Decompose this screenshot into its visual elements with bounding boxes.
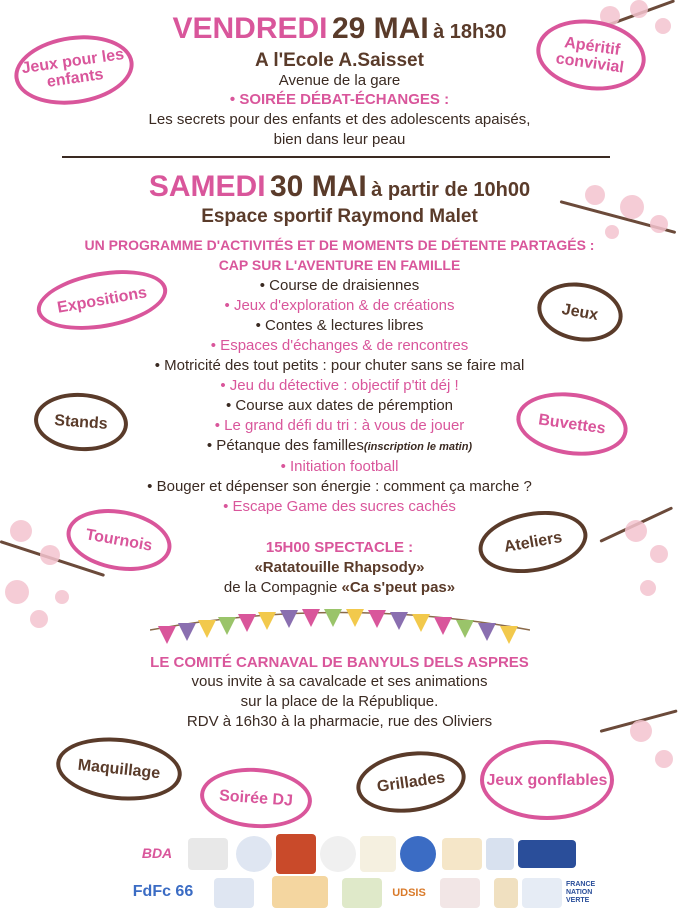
- show-company-line: [0, 578, 679, 598]
- friday-day: VENDREDI: [172, 12, 328, 45]
- activity-item: • Motricité des tout petits : pour chuter sans se faire mal: [154, 357, 525, 374]
- logo-blue-round: [400, 836, 436, 872]
- bubble-buvettes: Buvettes: [512, 386, 632, 463]
- bubble-grillades: Grillades: [352, 745, 469, 820]
- logo-amis-aspres: [442, 838, 482, 870]
- bubble-ateliers: Ateliers: [474, 503, 593, 581]
- bubble-soiree-dj: Soirée DJ: [198, 764, 314, 832]
- logo-dragonfly: [360, 836, 396, 872]
- saturday-time: à partir de 10h00: [371, 179, 531, 201]
- activity-item: • Jeu du détective : objectif p'tit déj !: [220, 377, 459, 394]
- logo-udsis: UDSIS: [392, 887, 426, 899]
- logo-ligue-enseignement: [518, 840, 576, 868]
- activity-item: • Jeux d'exploration & de créations: [224, 297, 455, 314]
- friday-debate-line1: Les secrets pour des enfants et des adolescents apaisés,: [148, 111, 531, 128]
- activity-item: • Espaces d'échanges & de rencontres: [210, 337, 469, 354]
- friday-date: 29 MAI: [331, 12, 429, 45]
- activity-item: • Bouger et dépenser son énergie : comment ça marche ?: [147, 478, 532, 495]
- carnival-line2: sur la place de la République.: [240, 693, 439, 710]
- logo-red: [276, 834, 316, 874]
- logo-fdfc: FdFc 66: [132, 883, 194, 900]
- friday-venue: A l'Ecole A.Saisset: [255, 50, 424, 71]
- activity-item: • Pétanque des familles: [206, 437, 364, 454]
- bubble-jeux-gonflables: Jeux gonflables: [480, 740, 614, 820]
- logo-green: [342, 878, 382, 908]
- friday-time: à 18h30: [433, 21, 507, 43]
- show-company: «Ca s'peut pas»: [341, 579, 456, 596]
- carnival-title: LE COMITÉ CARNAVAL DE BANYULS DELS ASPRES: [150, 654, 529, 671]
- activity-item: • Escape Game des sucres cachés: [223, 498, 456, 515]
- section-divider: [62, 156, 610, 158]
- carnival-line1: vous invite à sa cavalcade et ses animations: [191, 673, 488, 690]
- friday-address: Avenue de la gare: [278, 72, 401, 89]
- bubble-expositions: Expositions: [32, 261, 172, 339]
- logo-judo: [214, 878, 254, 908]
- petanque-note: (inscription le matin): [363, 441, 473, 453]
- activity-item: • Course aux dates de péremption: [225, 397, 454, 414]
- logo-colorful: [272, 876, 328, 908]
- logo-hearts: [440, 878, 480, 908]
- program-line2: CAP SUR L'AVENTURE EN FAMILLE: [218, 257, 461, 273]
- saturday-date: 30 MAI: [270, 170, 367, 203]
- logo-circle-blue: [236, 836, 272, 872]
- bubble-jeux: Jeux: [533, 276, 628, 348]
- logo-prefet: [522, 878, 562, 908]
- bubble-maquillage: Maquillage: [53, 732, 185, 807]
- activity-item: • Course de draisiennes: [259, 277, 420, 294]
- logo-tree: [320, 836, 356, 872]
- saturday-day: SAMEDI: [148, 170, 266, 203]
- friday-debate-line2: bien dans leur peau: [273, 131, 406, 148]
- logo-spiral: [494, 878, 518, 908]
- carnival-line3: RDV à 16h30 à la pharmacie, rue des Oliviers: [186, 713, 493, 730]
- logo-france-nation-verte: FRANCE NATION VERTE: [566, 881, 596, 904]
- activity-item: • Contes & lectures libres: [255, 317, 424, 334]
- logo-bda: BDA: [141, 845, 173, 861]
- bubble-tournois: Tournois: [62, 501, 177, 578]
- saturday-venue: Espace sportif Raymond Malet: [201, 206, 478, 227]
- logo-small-blue: [486, 838, 514, 870]
- show-title: 15H00 SPECTACLE :: [265, 539, 414, 556]
- bubble-stands: Stands: [32, 390, 130, 454]
- show-company-prefix: de la Compagnie: [223, 579, 338, 596]
- logo-crest: [188, 838, 228, 870]
- friday-debate-title: • SOIRÉE DÉBAT-ÉCHANGES :: [229, 91, 450, 108]
- activity-item: • Initiation football: [280, 458, 399, 475]
- bubble-aperitif: Apéritif convivial: [532, 13, 651, 98]
- show-name: «Ratatouille Rhapsody»: [254, 559, 425, 576]
- saturday-heading: [0, 170, 679, 204]
- program-line1: UN PROGRAMME D'ACTIVITÉS ET DE MOMENTS DE DÉTENTE PARTAGÉS :: [84, 237, 595, 253]
- bubble-jeux-enfants: Jeux pour les enfants: [10, 28, 138, 112]
- activity-item: • Le grand défi du tri : à vous de jouer: [214, 417, 465, 434]
